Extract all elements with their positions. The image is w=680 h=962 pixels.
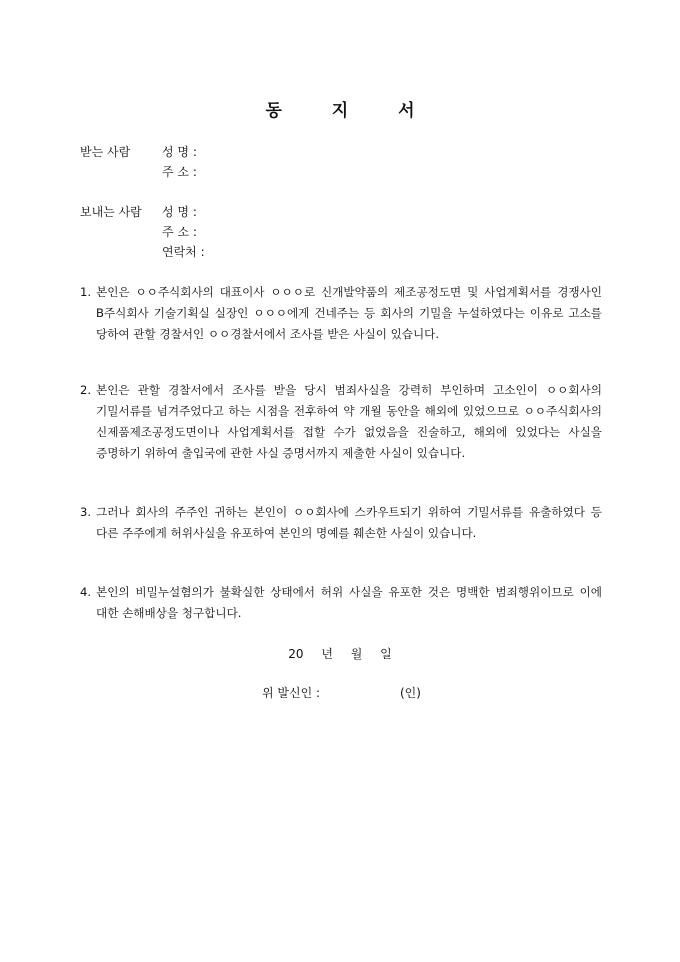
paragraph-4 <box>80 582 602 624</box>
paragraph-text: 본인은 ㅇㅇ주식회사의 대표이사 ㅇㅇㅇ로 신개발약품의 제조공정도면 및 사업계획서를 경쟁사인 B주식회사 기술기획실 실장인 ㅇㅇㅇ에게 건네주는 등 회사의 기밀을 누설하였다는 이유로 고소를 당하여 관할 경찰서인 ㅇㅇ경찰서에서 조사를 받은 사실이 있습니다. <box>96 285 602 341</box>
recipient-address-label: 주 소 : <box>162 165 197 179</box>
paragraph-text: 본인의 비밀누설혐의가 불확실한 상태에서 허위 사실을 유포한 것은 명백한 범죄행위이므로 이에 대한 손해배상을 청구합니다. <box>96 585 602 620</box>
sender-name-label: 성 명 : <box>162 205 197 219</box>
recipient-name-label: 성 명 : <box>162 145 197 159</box>
paragraph-text: 본인은 관할 경찰서에서 조사를 받을 당시 범죄사실을 강력히 부인하며 고소인이 ㅇㅇ회사의 기밀서류를 넘겨주었다고 하는 시점을 전후하여 약 개월 동안을 해외에 있었으므로 ㅇㅇ주식회사의 신제품제조공정도면이나 사업계획서를 접할 수가 없었음을 진술하고, 해외에 있었다는 사실을 증명하기 위하여 출입국에 관한 사실 증명서까지 제출한 사실이 있습니다. <box>96 383 602 460</box>
sender-contact-label: 연락처 : <box>162 245 205 259</box>
paragraph-text: 그러나 회사의 주주인 귀하는 본인이 ㅇㅇ회사에 스카우트되기 위하여 기밀서류를 유출하였다 등 다른 주주에게 허위사실을 유포하여 본인의 명예를 훼손한 사실이 있습니다. <box>96 505 602 540</box>
recipient-block <box>80 142 210 182</box>
signature-line <box>262 684 421 701</box>
paragraph-number: 1. <box>80 285 92 299</box>
sender-label: 보내는 사람 <box>80 205 142 219</box>
sender-block <box>80 202 210 262</box>
paragraph-3 <box>80 502 602 544</box>
paragraph-1 <box>80 282 602 345</box>
seal-mark: (인) <box>400 686 421 700</box>
paragraph-2 <box>80 380 602 464</box>
document-title: 동 지 서 <box>265 101 437 121</box>
paragraph-number: 3. <box>80 505 92 519</box>
paragraph-number: 4. <box>80 585 92 599</box>
sender-signature-label: 위 발신인 : <box>262 686 321 700</box>
sender-address-label: 주 소 : <box>162 225 197 239</box>
date-line: 20 년 월 일 <box>288 647 392 661</box>
paragraph-number: 2. <box>80 383 92 397</box>
recipient-label: 받는 사람 <box>80 145 131 159</box>
